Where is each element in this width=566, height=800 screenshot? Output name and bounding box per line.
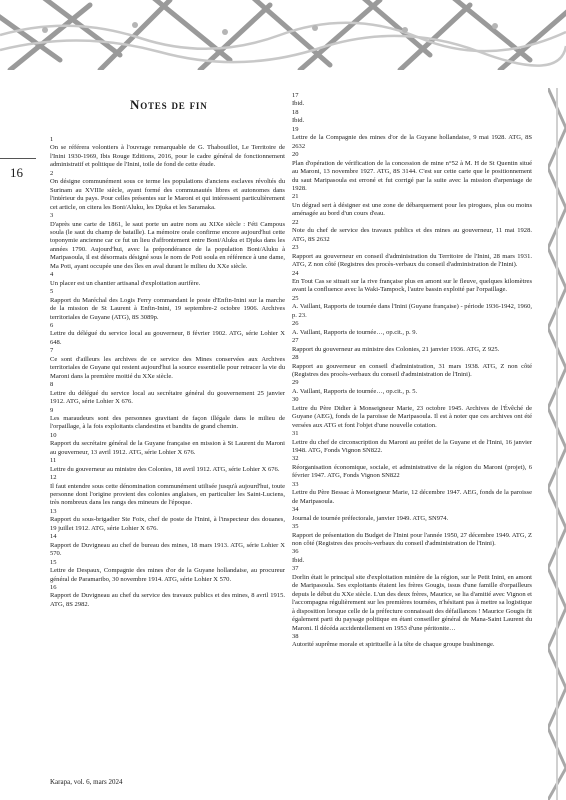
page-number-rule xyxy=(0,158,36,159)
endnote-text: Autorité suprême morale et spirituelle à la tête de chaque groupe bushinenge. xyxy=(292,641,495,649)
endnote xyxy=(292,430,532,455)
endnote xyxy=(50,432,285,457)
endnote-text: Lettre de Despaux, Compagnie des mines d'or de la Guyane hollandaise, au procureur général de Paramaribo, 30 novembre 1914. ATG, série Lohier X 570. xyxy=(50,567,285,583)
endnote xyxy=(292,506,532,523)
endnote xyxy=(50,474,285,508)
endnote-number: 12 xyxy=(50,474,57,482)
endnote-number: 32 xyxy=(292,455,299,463)
endnote xyxy=(292,337,532,354)
endnote-number: 33 xyxy=(292,480,299,488)
endnote-text: Rapport du sous-brigadier Ste Foix, chef de poste de l'Inini, à l'inspecteur des douanes, 19 juillet 1912. ATG, série Lohier X 676. xyxy=(50,516,285,532)
endnote xyxy=(50,559,285,584)
endnote-number: 18 xyxy=(292,108,299,116)
page-number: 16 xyxy=(10,165,23,180)
endnote-text: Rapport au gouverneur en conseil d'administration, 31 mars 1938. ATG, Z non côté (Registres des procès-verbaux du conseil d'administration de l'Inini). xyxy=(292,362,532,378)
endnote-text: Note du chef de service des travaux publics et des mines au gouverneur, 11 mai 1928. ATG, 8S 2632 xyxy=(292,227,532,243)
endnote xyxy=(292,481,532,506)
endnote-text: Il faut entendre sous cette dénomination communément utilisée jusqu'à aujourd'hui, toute personne dont l'origine provient des colonies anglaises, en particulier les Saint-Luciens, très nombreux dans les rangs des mineurs de l'époque. xyxy=(50,482,285,507)
endnote-text: A. Vaillant, Rapports de tournée…, op.cit., p. 5. xyxy=(292,387,418,395)
endnote xyxy=(50,347,285,381)
endnote xyxy=(292,126,532,151)
endnote-text: Ce sont d'ailleurs les archives de ce service des Mines conservées aux Archives territoriales de Guyane qui restent aujourd'hui la source essentielle pour retracer la vie du Maroni dans la première moitié du XXe siècle. xyxy=(50,355,285,380)
endnote-text: Rapport au gouverneur en conseil d'administration du Territoire de l'Inini, 28 mars 1931. ATG, Z non côté (Registres des procès-verbaux du conseil d'administration de l'Inini). xyxy=(292,252,532,269)
endnote-text: On désigne communément sous ce terme les populations d'anciens esclaves révoltés du Surinam au XVIIIe siècle, ayant formé des communautés libres et autonomes dans l'intérieur du pays. Pour celles présentes sur le Maroni et qui intéressent particulièrement cet article, on citera les Boni/Aluku, les Djuka et les Saramaka. xyxy=(50,178,285,211)
endnote-number: 9 xyxy=(50,406,54,414)
endnote xyxy=(292,523,532,548)
endnote-number: 21 xyxy=(292,193,299,201)
endnote-number: 5 xyxy=(50,288,54,296)
endnote-number: 27 xyxy=(292,337,299,345)
endnote xyxy=(292,396,532,430)
endnote-text: Un placer est un chantier artisanal d'exploitation aurifère. xyxy=(50,279,201,287)
notes-column-right xyxy=(292,92,532,650)
endnote-text: Plan d'opération de vérification de la concession de mine n°52 à M. H de St Quentin situé au Maroni, 13 novembre 1927. ATG, 8S 3144. C'est sur cette carte que le positionnement du saut Maripasoula est erroné et fut corrigé par la suite avec la mission d'arpentage de 1928. xyxy=(292,159,532,192)
endnote-number: 37 xyxy=(292,565,299,573)
endnote-number: 16 xyxy=(50,584,57,592)
endnote-number: 31 xyxy=(292,430,299,438)
endnote-text: Les maraudeurs sont des personnes gravitant de façon illégale dans le milieu de l'orpaillage, à la fois exploitants clandestins et bandits de grand chemin. xyxy=(50,414,285,431)
endnote-number: 35 xyxy=(292,523,299,531)
endnote-text: Lettre du Père Didier à Monseigneur Marie, 23 octobre 1945. Archives de l'Évêché de Guyane (AEG), fonds de la paroisse de Maripasoula. Il est à noter que ces archives ont été versées aux ATG et font l'objet d'une nouvelle cotation. xyxy=(292,404,532,429)
endnote-text: Rapport de présentation du Budget de l'Inini pour l'année 1950, 27 décembre 1949. ATG, Z non côté (Registres des procès-verbaux du conseil d'administration de l'Inini). xyxy=(292,531,532,548)
endnote xyxy=(292,320,532,337)
endnote xyxy=(50,584,285,609)
endnote xyxy=(292,193,532,218)
endnote-text: Lettre du Père Bessac à Monseigneur Marie, 12 décembre 1947. AEG, fonds de la paroisse de Maripasoula. xyxy=(292,489,532,505)
endnote-text: D'après une carte de 1861, le saut porte un autre nom au XIXe siècle : Féti Campous soula (le saut du champ de bataille). La mémoire orale confirme encore aujourd'hui cette toponymie ancienne car ce fut un lieu d'affrontement entre Boni/Aluku et Djuka dans les années 1790. Aujourd'hui, avec la prépondérance de la population Boni/Aluku à Maripasoula, il est désormais désigné sous le nom de Poti soula en référence à une dame, Ma Poti, ayant occupée une des îles en aval durant le milieu du XXe siècle. xyxy=(50,220,285,270)
endnote xyxy=(292,565,532,633)
endnote-number: 11 xyxy=(50,457,57,465)
endnote-number: 6 xyxy=(50,321,54,329)
endnote-number: 19 xyxy=(292,125,299,133)
endnote-number: 38 xyxy=(292,633,299,640)
endnote-text: Rapport du gouverneur au ministre des Colonies, 21 janvier 1936. ATG, Z 925. xyxy=(292,345,500,353)
endnote-text: Lettre du délégué du service local au secrétaire général du gouvernement 25 janvier 1912. ATG, série Lohier X 676. xyxy=(50,389,285,406)
endnote-text: Ibid. xyxy=(292,556,305,564)
endnote-text: En Tout Cas se situait sur la rive française plus en amont sur le fleuve, quelques kilomètres avant la confluence avec la Waki-Tampock, l'autre bassin exploité par l'orpaillage. xyxy=(292,277,532,294)
endnote-text: Journal de tournée préfectorale, janvier 1949. ATG, SN974. xyxy=(292,514,449,522)
endnote-number: 25 xyxy=(292,294,299,302)
endnote xyxy=(50,322,285,347)
endnote-number: 8 xyxy=(50,381,54,389)
endnote xyxy=(50,136,285,170)
endnote xyxy=(50,288,285,322)
endnote-text: On se référera volontiers à l'ouvrage remarquable de G. Thabouillot, Le Territoire de l'Inini 1930-1969, Ibis Rouge Editions, 2016, pour le cadre général de fonctionnement administratif et politique de l'Inini, toile de fond de cette étude. xyxy=(50,144,285,169)
endnote-number: 1 xyxy=(50,136,54,143)
endnote xyxy=(50,508,285,533)
endnote-number: 34 xyxy=(292,506,299,514)
endnote-text: Ibid. xyxy=(292,117,305,125)
endnote-number: 28 xyxy=(292,354,299,362)
endnote-text: Lettre du délégué du service local au gouverneur, 8 février 1902. ATG, série Lohier X 648. xyxy=(50,330,285,346)
endnote xyxy=(292,109,532,126)
endnote-number: 13 xyxy=(50,507,57,515)
endnote-number: 23 xyxy=(292,244,299,252)
notes-column-left xyxy=(50,136,285,609)
endnote-text: Lettre de la Compagnie des mines d'or de la Guyane hollandaise, 9 mai 1928. ATG, 8S 2632 xyxy=(292,134,532,150)
endnote xyxy=(50,271,285,288)
decorative-banner xyxy=(0,0,566,70)
endnote-text: Lettre du gouverneur au ministre des Colonies, 18 avril 1912. ATG, série Lohier X 676. xyxy=(50,465,280,473)
endnote-number: 36 xyxy=(292,548,299,556)
endnote-text: A. Vaillant, Rapports de tournée…, op.cit., p. 9. xyxy=(292,328,418,336)
endnote xyxy=(292,379,532,396)
endnote xyxy=(292,455,532,480)
footer-citation: Karapa, vol. 6, mars 2024 xyxy=(50,778,123,786)
endnote xyxy=(50,170,285,212)
endnote-text: Dorlin était le principal site d'exploitation minière de la région, sur le Petit Inini, en amont de Maripasoula. Ses exploitants étaient les frères Gougis, issus d'une famille d'orpailleurs depuis le début du XXe siècle. L'un des deux frères, Maurice, se lia d'amitié avec Vignon et l'accompagna régulièrement sur les premières tournées, n'hésitant pas à mettre sa logistique à disposition lorsque celle de la préfecture connaissait des défaillances ! Maurice Gougis fit également parti du paysage politique en étant conseiller général de Mana-Saint Laurent du Maroni. Il décéda accidentellement en 1953 d'une péritonite… xyxy=(292,573,532,632)
endnote-number: 10 xyxy=(50,431,57,439)
endnote-text: Rapport de Duvigneau au chef de bureau des mines, 18 mars 1913. ATG, série Lohier X 570. xyxy=(50,541,285,558)
tribal-pattern-icon xyxy=(0,0,566,70)
endnote-text: Un dégrad sert à désigner est une zone de débarquement pour les pirogues, plus ou moins aménagée au bord d'un cours d'eau. xyxy=(292,201,532,218)
endnote xyxy=(292,270,532,295)
endnote xyxy=(50,381,285,406)
endnote-number: 14 xyxy=(50,533,57,541)
endnote-number: 17 xyxy=(292,92,299,99)
endnote-number: 4 xyxy=(50,271,54,279)
page-title: Notes de fin xyxy=(130,97,208,112)
endnote-text: Rapport du Maréchal des Logis Ferry commandant le poste d'Enfin-Inini sur la marche de la mission de St Laurent à Enfin-Inini, 19 septembre-2 octobre 1906. Archives territoriales de Guyane (ATG), 8S 3089p. xyxy=(50,296,285,321)
endnote-number: 26 xyxy=(292,320,299,328)
endnote xyxy=(50,457,285,474)
endnote-text: Réorganisation économique, sociale, et administrative de la région du Maroni (projet), 6 février 1947. ATG, Fonds Vignon SN822 xyxy=(292,463,532,480)
endnote-text: A. Vaillant, Rapports de tournée dans l'Inini (Guyane française) - période 1936-1942, 1960, p. 23. xyxy=(292,303,532,319)
endnote xyxy=(292,92,532,109)
endnote-text: Rapport de Duvigneau au chef du service des travaux publics et des mines, 8 avril 1915. ATG, 8S 2982. xyxy=(50,592,285,608)
endnote-number: 3 xyxy=(50,212,54,220)
endnote xyxy=(292,295,532,320)
endnote-number: 22 xyxy=(292,218,299,226)
endnote xyxy=(292,219,532,244)
endnote-number: 15 xyxy=(50,558,57,566)
side-decoration xyxy=(548,88,566,800)
endnote-number: 30 xyxy=(292,396,299,404)
endnote-text: Rapport du secrétaire général de la Guyane française en mission à St Laurent du Maroni au gouverneur, 13 avril 1912. ATG, série Lohier X 676. xyxy=(50,440,285,456)
endnote xyxy=(292,354,532,379)
endnote-number: 29 xyxy=(292,379,299,387)
endnote-number: 20 xyxy=(292,151,299,159)
endnote-number: 24 xyxy=(292,269,299,277)
endnote-text: Ibid. xyxy=(292,100,305,108)
endnote-number: 7 xyxy=(50,347,54,355)
endnote-number: 2 xyxy=(50,169,54,177)
endnote xyxy=(292,633,532,650)
endnote xyxy=(50,407,285,432)
endnote xyxy=(292,151,532,193)
endnote xyxy=(50,212,285,271)
endnote xyxy=(50,533,285,558)
endnote-text: Lettre du chef de circonscription du Maroni au préfet de la Guyane et de l'Inini, 16 janvier 1948. ATG, Fonds Vignon SN822. xyxy=(292,438,532,455)
side-pattern-icon xyxy=(548,88,566,800)
endnote xyxy=(292,244,532,269)
endnote xyxy=(292,548,532,565)
